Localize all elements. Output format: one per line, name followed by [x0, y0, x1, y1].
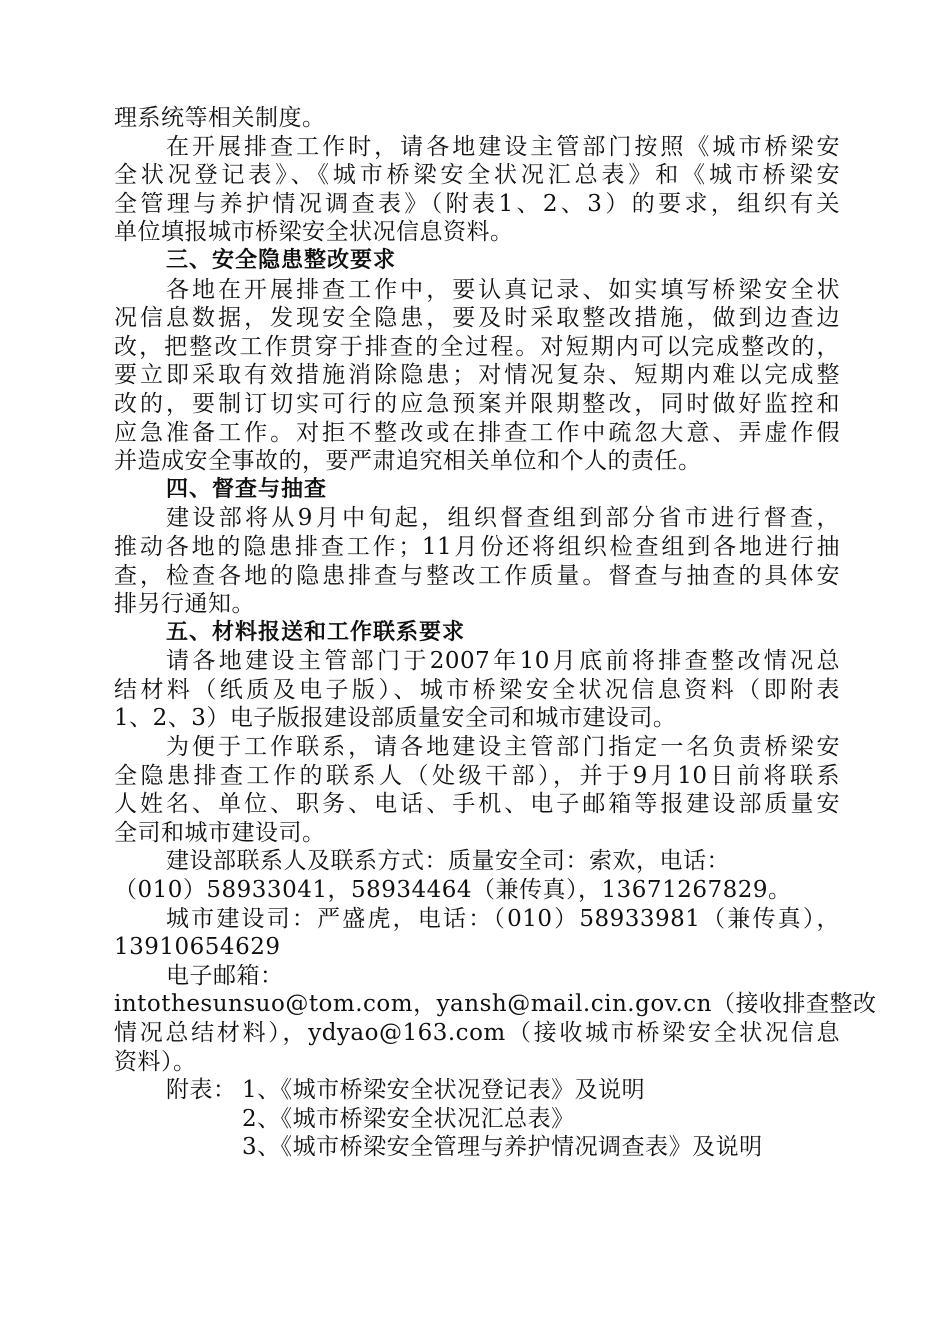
paragraph-line: 理系统等相关制度。 — [114, 105, 326, 131]
attachment-item — [166, 1133, 840, 1162]
paragraph-line: 为便于工作联系，请各地建设主管部门指定一名负责桥梁安 — [166, 734, 840, 761]
paragraph-line: 推动各地的隐患排查工作；11月份还将组织检查组到各地进行抽 — [114, 533, 840, 560]
attachment-title: 2、《城市桥梁安全状况汇总表》 — [242, 1105, 575, 1132]
section-heading: 五、材料报送和工作联系要求 — [166, 619, 466, 645]
attachment-list — [114, 1076, 840, 1162]
paragraph-line: 并造成安全事故的，要严肃追究相关单位和个人的责任。 — [114, 448, 702, 475]
paragraph-line: 单位填报城市桥梁安全状况信息资料。 — [114, 219, 514, 246]
paragraph-line: 结材料（纸质及电子版）、城市桥梁安全状况信息资料（即附表 — [114, 676, 840, 703]
email-line: intothesunsuo@tom.com，yansh@mail.cin.gov.cn（接收排查整改 — [114, 991, 877, 1018]
paragraph-line: 在开展排查工作时，请各地建设主管部门按照《城市桥梁安 — [166, 133, 840, 160]
attachment-title: 3、《城市桥梁安全管理与养护情况调查表》及说明 — [242, 1134, 763, 1161]
attachment-title: 1、《城市桥梁安全状况登记表》及说明 — [242, 1077, 646, 1104]
paragraph-line: 全隐患排查工作的联系人（处级干部），并于9月10日前将联系 — [114, 762, 840, 789]
document-page — [114, 104, 877, 1162]
paragraph-line: 建设部将从9月中旬起，组织督查组到部分省市进行督查， — [166, 505, 840, 532]
attachment-label: 附表： — [166, 1077, 237, 1104]
paragraph-line: 况信息数据，发现安全隐患，要及时采取整改措施，做到边查边 — [114, 305, 840, 332]
paragraph-line: 要立即采取有效措施消除隐患；对情况复杂、短期内难以完成整 — [114, 362, 840, 389]
section-heading: 四、督查与抽查 — [166, 476, 328, 502]
email-line: 资料）。 — [114, 1048, 197, 1075]
email-label: 电子邮箱： — [166, 962, 284, 989]
paragraph-line: 全管理与养护情况调查表》（附表1、2、3）的要求，组织有关 — [114, 190, 840, 217]
contact-line: （010）58933041，58934464（兼传真），13671267829。 — [114, 877, 792, 904]
section-heading: 三、安全隐患整改要求 — [166, 247, 397, 273]
paragraph-line: 各地在开展排查工作中，要认真记录、如实填写桥梁安全状 — [166, 276, 840, 303]
paragraph-line: 人姓名、单位、职务、电话、手机、电子邮箱等报建设部质量安 — [114, 791, 840, 818]
contact-line: 城市建设司：严盛虎，电话：（010）58933981（兼传真）， — [166, 905, 840, 932]
email-line: 情况总结材料），ydyao@163.com（接收城市桥梁安全状况信息 — [114, 1020, 840, 1046]
contact-line: 建设部联系人及联系方式：质量安全司：索欢，电话： — [166, 848, 730, 875]
attachment-item — [166, 1076, 840, 1105]
paragraph-line: 查，检查各地的隐患排查与整改工作质量。督查与抽查的具体安 — [114, 562, 840, 589]
paragraph-line: 请各地建设主管部门于2007年10月底前将排查整改情况总 — [166, 648, 840, 675]
paragraph-line: 改的，要制订切实可行的应急预案并限期整改，同时做好监控和 — [114, 390, 840, 417]
paragraph-line: 应急准备工作。对拒不整改或在排查工作中疏忽大意、弄虚作假 — [114, 419, 840, 446]
paragraph-line: 改，把整改工作贯穿于排查的全过程。对短期内可以完成整改的， — [114, 333, 840, 360]
paragraph-line: 全状况登记表》、《城市桥梁安全状况汇总表》和《城市桥梁安 — [114, 162, 840, 189]
paragraph-line: 全司和城市建设司。 — [114, 819, 326, 846]
paragraph-line: 排另行通知。 — [114, 591, 255, 618]
paragraph-line: 1、2、3）电子版报建设部质量安全司和城市建设司。 — [114, 705, 677, 732]
attachment-item — [166, 1105, 840, 1134]
contact-line: 13910654629 — [114, 934, 281, 961]
